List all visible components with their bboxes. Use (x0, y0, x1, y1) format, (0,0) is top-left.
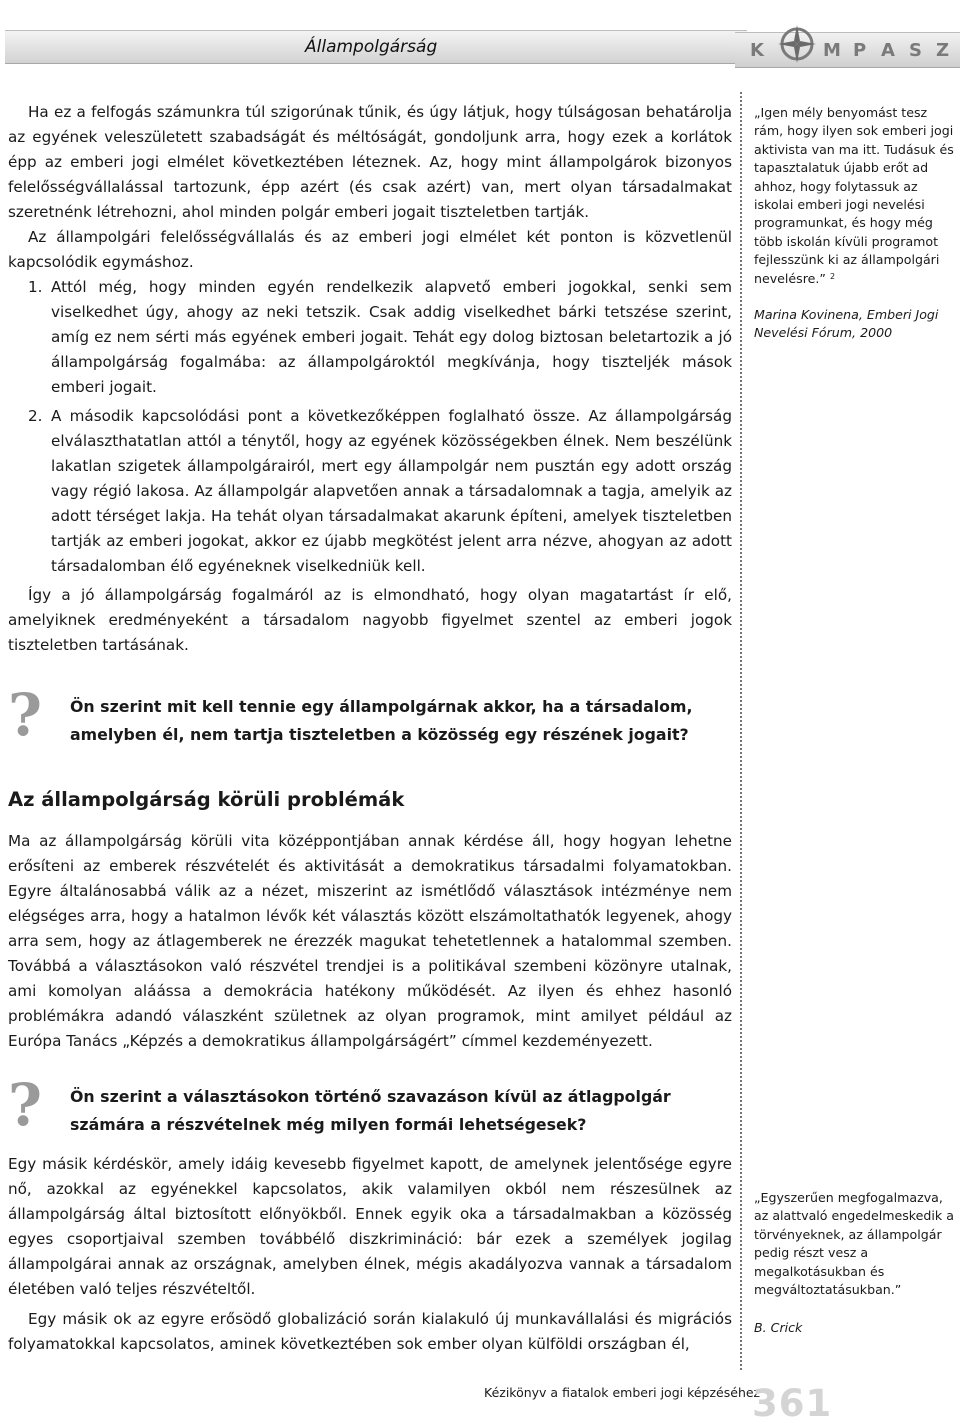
footnote-ref: 2 (829, 271, 836, 281)
list-number: 2. (28, 407, 43, 425)
logo-letter: S (909, 40, 931, 61)
question-box (8, 1071, 708, 1139)
logo-letter: K (750, 40, 773, 61)
question-text: Ön szerint mit kell tennie egy állampolgárnak akkor, ha a társadalom, amelyben él, nem tartja tiszteletben a közösség egy részének jogait? (70, 697, 693, 744)
sidebar-quote-2 (754, 1189, 954, 1338)
quote-text: „Egyszerűen megfogalmazva, az alattvaló engedelmeskedik a törvényeknek, az állampolgár pedig részt vesz a megalkotásukban és megváltoztatásukban.” (754, 1190, 954, 1298)
quote-author: B. Crick (754, 1320, 803, 1336)
page-number: 361 (752, 1382, 833, 1425)
footer-book-title: Kézikönyv a fiatalok emberi jogi képzéséhez (484, 1385, 761, 1400)
logo-letter: Z (936, 40, 959, 61)
logo-letter: P (853, 40, 876, 61)
section-heading: Az állampolgárság körüli problémák (8, 788, 405, 811)
list-number: 1. (28, 278, 43, 296)
quote-text: „Igen mély benyomást tesz rám, hogy ilyen sok emberi jogi aktivista van ma itt. Tudásuk és tapasztalatuk újabb erőt ad ahhoz, hogy folytassuk az iskolai emberi jogi nevelési programunkat, és hogy még több iskolán kívüli programot fejlesszünk ki az állampolgári nevelésre.” $^2$ (754, 105, 954, 286)
paragraph: Ma az állampolgárság körüli vita középpontjában annak kérdése áll, hogy hogyan lehetne erősíteni az emberek részvételét és aktivitását a demokratikus társadalmi folyamatokban. Egyre általánosabbá válik az a nézet, miszerint az ismétlődő választások intézménye nem elégséges arra, hogy a hatalmon lévők két választás között elszámoltathatók legyenek, ahogy arra sem, hogy az átlagemberek ne érezzék magukat tehetetlennek a hatalommal szemben. Továbbá a választásokon való részvétel trendjei is a politikával szembeni közönyre utalnak, ami komolyan aláássa a demokrácia hatékony működését. Az ilyen és ehhez hasonló problémákra adandó válaszként születnek az olyan programok, mint amilyet például az Európa Tanács „Képzés a demokratikus állampolgárságért” címmel kezdeményezett. (8, 832, 732, 1050)
paragraph: Így a jó állampolgárság fogalmáról az is elmondható, hogy olyan magatartást ír elő, amelyiknek eredményeként a társadalom nagyobb figyelmet szentel az emberi jogok tiszteletben tartásának. (8, 586, 732, 654)
section-title: Állampolgárság (305, 37, 438, 57)
main-column-2 (8, 829, 732, 1054)
main-column (8, 100, 732, 658)
question-box (8, 681, 708, 749)
list-item-text: Attól még, hogy minden egyén rendelkezik alapvető emberi jogokkal, senki sem viselkedhet úgy, ahogy az neki tetszik. Csak addig viselkedhet bárki tetszése szerint, amíg ez nem sérti más egyének emberi jogait. Tehát egy dolog biztosan beletartozik a jó állampolgárság fogalmába: az állampolgároktól megkívánja, hogy tiszteljék mások emberi jogait. (51, 278, 732, 396)
paragraph: Ha ez a felfogás számunkra túl szigorúnak tűnik, és úgy látjuk, hogy túlságosan behatárolja az egyének veleszületett szabadságát és méltóságát, gondoljunk arra, hogy ezek a korlátok épp az emberi jogi elmélet következtében léteznek. Az, hogy mint állampolgárok bizonyos felelősségvállalással tartozunk, épp azért (és csak azért) van, mert olyan társadalmakat szeretnénk létrehozni, ahol minden polgár emberi jogait tiszteletben tartják. (8, 103, 732, 221)
list-item (8, 275, 732, 400)
list-item (8, 404, 732, 579)
question-mark-icon: ? (8, 681, 42, 749)
logo-letter: A (881, 40, 904, 61)
paragraph: Egy másik kérdéskör, amely idáig kevesebb figyelmet kapott, de amelynek jelentősége egyre nő, azokkal az egyénekkel kapcsolatos, akik valamilyen okból nem részesülnek az állampolgárság által biztosított előnyökből. Ennek egyik oka a társadalmakban a közösség egyes csoportjaival szemben továbbélő diszkrimináció: bár ezek a személyek jogilag állampolgárai annak az országnak, amelyben élnek, mégis akadályozva vannak a társadalom életében való teljes részvételtől. (8, 1155, 732, 1298)
paragraph: Az állampolgári felelősségvállalás és az emberi jogi elmélet két ponton is közvetlenül kapcsolódik egymáshoz. (8, 228, 732, 271)
sidebar-quote-1 (754, 104, 954, 343)
quote-author: Marina Kovinena, Emberi Jogi Nevelési Fórum, 2000 (754, 307, 939, 341)
main-column-3 (8, 1152, 732, 1357)
column-divider (740, 92, 742, 1370)
paragraph: Egy másik ok az egyre erősödő globalizáció során kialakuló új munkavállalási és migrációs folyamatokkal kapcsolatos, aminek következtében sok ember olyan külföldi országban él, (8, 1310, 732, 1353)
list-item-text: A második kapcsolódási pont a következőképpen foglalható össze. Az állampolgárság elválaszthatatlan attól a ténytől, hogy az egyének közösségekben élnek. Nem beszélünk lakatlan szigetek állampolgárairól, mert egy állampolgár nem pusztán egy adott ország vagy régió lakosa. Az állampolgár alapvetően annak a társadalomnak a tagja, amelyik az adott térséget lakja. Ha tehát olyan társadalmakat akarunk építeni, amelyek tiszteletben tartják az emberi jogokat, akkor ez újabb megkötést jelent arra nézve, ahogyan az adott társadalomban élő egyéneknek viselkedniük kell. (51, 407, 732, 575)
logo-letter: M (823, 40, 850, 61)
question-text: Ön szerint a választásokon történő szavazáson kívül az átlagpolgár számára a részvételnek még milyen formái lehetségesek? (70, 1087, 671, 1134)
question-mark-icon: ? (8, 1071, 42, 1139)
compass-icon (776, 22, 818, 64)
